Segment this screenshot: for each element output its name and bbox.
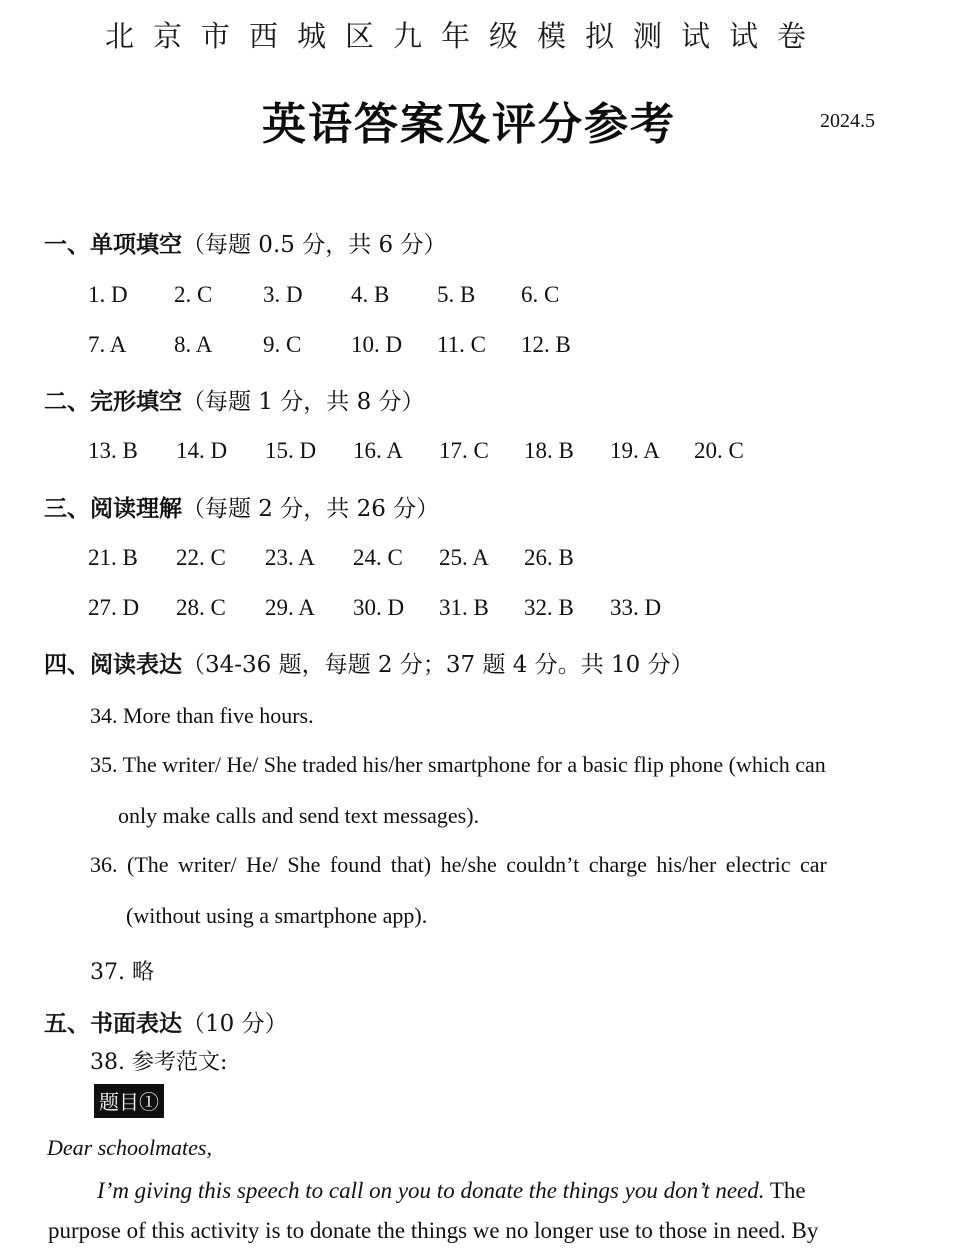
answer-item: 19. A — [610, 438, 660, 463]
answer-item: 27. D — [88, 595, 140, 620]
page-title: 英语答案及评分参考 — [262, 99, 676, 150]
section-4-heading — [44, 646, 694, 679]
essay-italic-sentence: I’m giving this speech to call on you to donate the things you don’t need. — [97, 1178, 765, 1203]
section-scoring-note: （34-36 题，每题 2 分；37 题 4 分。共 10 分） — [182, 652, 694, 678]
topic-badge: 题目① — [94, 1084, 164, 1118]
answer-item: 22. C — [176, 545, 226, 570]
answer-item: 7. A — [88, 332, 127, 357]
section-3-heading — [44, 490, 439, 523]
answer-item: 24. C — [353, 545, 403, 570]
section-title: 五、书面表达 — [44, 1010, 182, 1037]
answer-item: 30. D — [353, 595, 405, 620]
essay-line-2: purpose of this activity is to donate the things we no longer use to those in need. By — [48, 1218, 819, 1243]
answer-item: 12. B — [521, 332, 571, 357]
answer-item: 15. D — [265, 438, 317, 463]
answer-item: 21. B — [88, 545, 138, 570]
answer-item: 11. C — [437, 332, 486, 357]
answer-36-line-2: (without using a smartphone app). — [126, 903, 428, 928]
answer-item: 16. A — [353, 438, 403, 463]
section-title: 二、完形填空 — [44, 388, 182, 415]
answer-item: 23. A — [265, 545, 315, 570]
answer-item: 20. C — [694, 438, 744, 463]
answer-35-line-2: only make calls and send text messages). — [118, 803, 480, 828]
answer-row-3 — [88, 438, 744, 464]
section-1-heading — [44, 226, 446, 259]
answer-item: 5. B — [437, 282, 476, 307]
section-2-heading — [44, 383, 425, 416]
section-scoring-note: （10 分） — [182, 1011, 288, 1037]
exam-school-line: 北京市西城区九年级模拟测试试卷 — [105, 19, 826, 53]
essay-greeting: Dear schoolmates, — [47, 1135, 212, 1160]
answer-item: 10. D — [351, 332, 403, 357]
answer-item: 6. C — [521, 282, 560, 307]
section-scoring-note: （每题 2 分，共 26 分） — [182, 496, 440, 522]
answer-item: 28. C — [176, 595, 226, 620]
answer-35-line-1: 35. The writer/ He/ She traded his/her smartphone for a basic flip phone (which can — [90, 752, 826, 777]
answer-item: 32. B — [524, 595, 574, 620]
answer-item: 29. A — [265, 595, 315, 620]
answer-item: 1. D — [88, 282, 128, 307]
section-title: 四、阅读表达 — [44, 651, 182, 678]
answer-item: 14. D — [176, 438, 228, 463]
essay-line-1 — [97, 1178, 806, 1204]
answer-item: 26. B — [524, 545, 574, 570]
answer-37: 37. 略 — [90, 960, 154, 985]
answer-item: 13. B — [88, 438, 138, 463]
answer-item: 17. C — [439, 438, 489, 463]
answer-row-5 — [88, 595, 661, 621]
answer-item: 18. B — [524, 438, 574, 463]
answer-item: 2. C — [174, 282, 213, 307]
answer-item: 9. C — [263, 332, 302, 357]
answer-34: 34. More than five hours. — [90, 703, 314, 728]
answer-row-2 — [88, 332, 571, 358]
answer-item: 3. D — [263, 282, 303, 307]
exam-date: 2024.5 — [820, 110, 875, 132]
section-title: 一、单项填空 — [44, 231, 182, 258]
answer-36-line-1: 36. (The writer/ He/ She found that) he/she couldn’t charge his/her electric car — [90, 852, 827, 877]
question-38-label: 38. 参考范文: — [90, 1050, 228, 1075]
section-title: 三、阅读理解 — [44, 495, 182, 522]
answer-item: 25. A — [439, 545, 489, 570]
answer-item: 31. B — [439, 595, 489, 620]
section-5-heading — [44, 1005, 288, 1038]
section-scoring-note: （每题 1 分，共 8 分） — [182, 389, 425, 415]
section-scoring-note: （每题 0.5 分，共 6 分） — [182, 232, 447, 258]
answer-row-4 — [88, 545, 574, 571]
answer-row-1 — [88, 282, 559, 308]
answer-item: 8. A — [174, 332, 213, 357]
essay-line-1-rest: The — [764, 1178, 806, 1203]
answer-item: 33. D — [610, 595, 662, 620]
answer-item: 4. B — [351, 282, 390, 307]
